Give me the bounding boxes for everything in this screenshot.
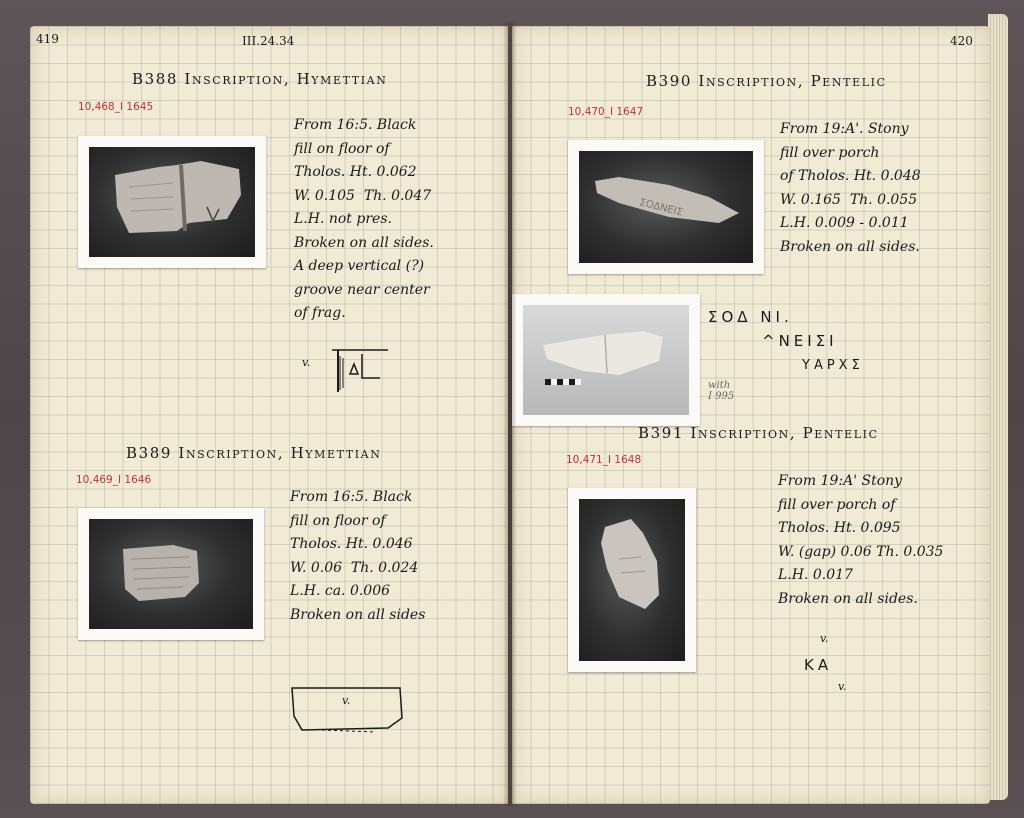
right-page [512,26,990,804]
svg-text:ΣΟΔΝΕΙΣ: ΣΟΔΝΕΙΣ [638,197,684,219]
profile-sketch-b389 [288,682,408,738]
entry-heading-b391: B391 Inscription, Pentelic [638,424,879,442]
photo-b390 [568,140,764,274]
photo-image-b390-join [523,305,689,415]
entry-heading-b390: B390 Inscription, Pentelic [646,72,887,90]
catalog-number-b391: 10,471_I 1648 [566,454,642,466]
transcription-b391: ΚΑ [804,656,833,674]
photo-image-b388 [89,147,255,257]
description-b390: From 19:A'. Stony fill over porch of Tholos. Ht. 0.048 W. 0.165 Th. 0.055 L.H. 0.009 - 0.011 Broken on all sides. [780,121,921,255]
sketch-label-b391-bottom: v. [838,680,847,693]
transcription-line-3: ΥΑΡΧΣ [802,358,864,373]
catalog-number-b389: 10,469_I 1646 [76,474,152,486]
photo-image-b390 [579,151,753,263]
photo-b390-join [512,294,700,426]
left-page [30,26,508,804]
sketch-label-b391-top: v. [820,632,829,645]
photo-image-b391 [579,499,685,661]
sketch-label-b388: v. [302,356,311,369]
transcription-line-1: ΣΟΔ ΝΙ. [708,308,793,326]
entry-heading-b389: B389 Inscription, Hymettian [126,444,382,462]
catalog-number-b388: 10,468_I 1645 [78,101,154,113]
page-date: III.24.34 [242,34,295,48]
description-b391: From 19:A' Stony fill over porch of Tholos. Ht. 0.095 W. (gap) 0.06 Th. 0.035 L.H. 0.017 Broken on all sides. [778,473,944,607]
photo-b388 [78,136,266,268]
catalog-number-b390: 10,470_I 1647 [568,106,644,118]
sketch-label-b389: v. [342,694,351,707]
entry-heading-b388: B388 Inscription, Hymettian [132,70,388,88]
page-number-left: 419 [36,32,59,46]
photo-b391 [568,488,696,672]
profile-sketch-b388 [328,344,394,396]
transcription-line-2: ^ΝΕΙΣΙ [762,332,838,350]
photo-b389 [78,508,264,640]
join-note: with I 995 [708,380,735,402]
notebook-spine [504,22,516,806]
description-b389: From 16:5. Black fill on floor of Tholos. Ht. 0.046 W. 0.06 Th. 0.024 L.H. ca. 0.006 Broken on all sides [290,489,426,623]
page-edges [988,14,1008,800]
page-number-right: 420 [950,34,973,48]
photo-image-b389 [89,519,253,629]
description-b388: From 16:5. Black fill on floor of Tholos. Ht. 0.062 W. 0.105 Th. 0.047 L.H. not pres. Broken on all sides. A deep vertical (?) groove near center of frag. [294,117,434,321]
